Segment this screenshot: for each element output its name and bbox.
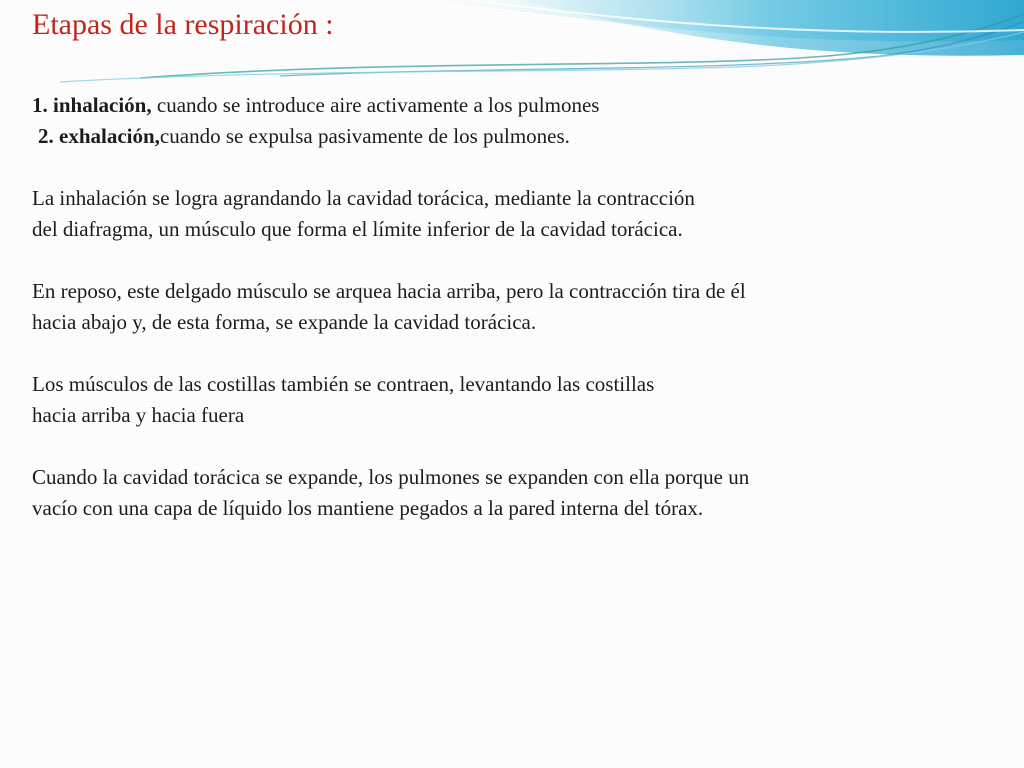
paragraph-line: La inhalación se logra agrandando la cavidad torácica, mediante la contracción [32,186,695,210]
spacer [32,245,992,276]
paragraph-line: vacío con una capa de líquido los mantiene pegados a la pared interna del tórax. [32,496,704,520]
paragraph-line: Los músculos de las costillas también se contraen, levantando las costillas [32,372,655,396]
spacer [32,152,992,183]
paragraph-line: del diafragma, un músculo que forma el límite inferior de la cavidad torácica. [32,217,683,241]
spacer [32,338,992,369]
paragraph-line: Cuando la cavidad torácica se expande, los pulmones se expanden con ella porque un [32,465,750,489]
step-description: cuando se expulsa pasivamente de los pulmones. [159,124,570,148]
step-inhalation [32,90,992,121]
spacer [32,431,992,462]
slide-title: Etapas de la respiración : [32,8,334,41]
paragraph-line: hacia arriba y hacia fuera [32,403,245,427]
paragraph-line: hacia abajo y, de esta forma, se expande la cavidad torácica. [32,310,537,334]
step-description: cuando se introduce aire activamente a los pulmones [151,93,600,117]
step-term: 2. exhalación, [38,124,160,148]
step-term: 1. inhalación, [32,93,152,117]
slide-body [32,90,992,524]
step-exhalation [32,121,992,152]
paragraph-line: En reposo, este delgado músculo se arquea hacia arriba, pero la contracción tira de él [32,279,746,303]
